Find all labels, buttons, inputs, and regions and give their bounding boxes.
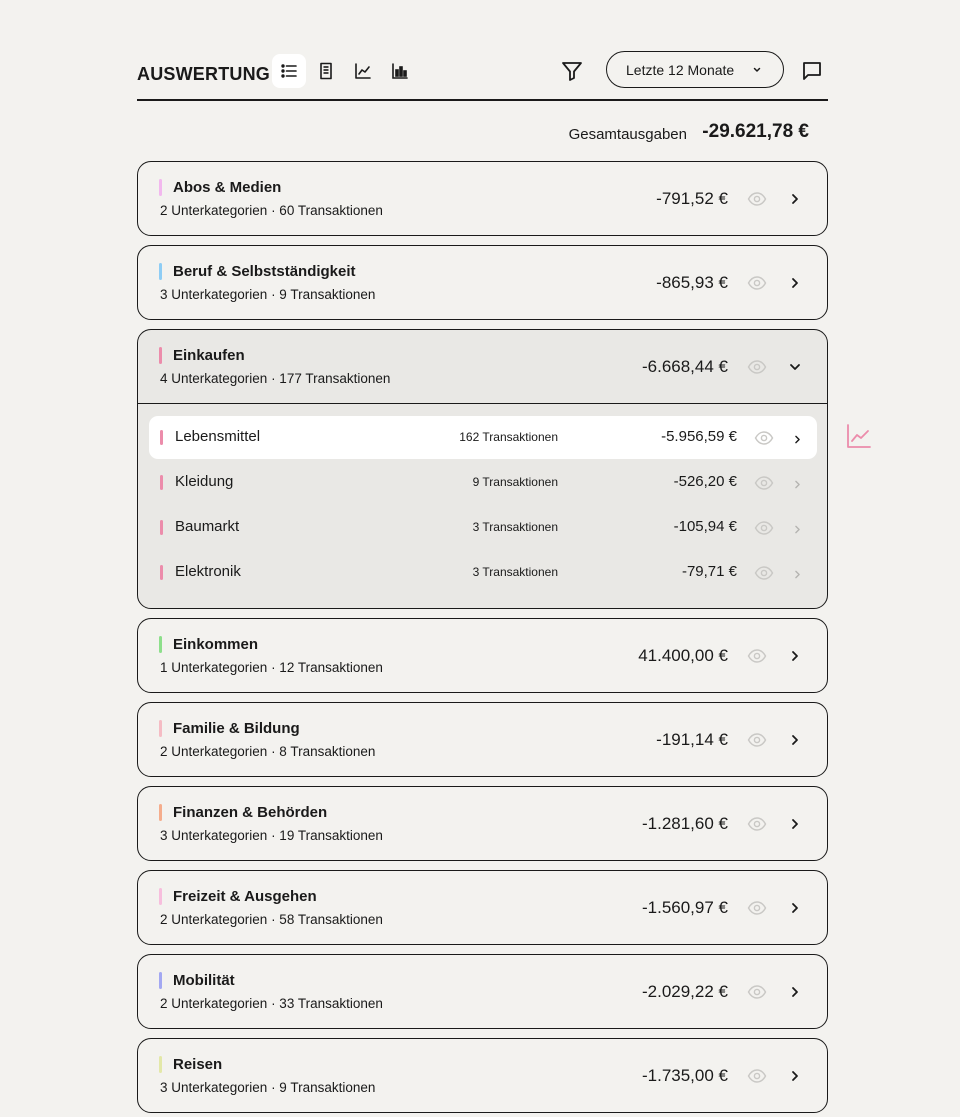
trend-chart-icon[interactable] [845,422,873,450]
document-view-button[interactable] [309,54,343,88]
category-card[interactable] [137,161,828,236]
total-expenses-label: Gesamtausgaben [568,126,687,143]
category-meta: 2 Unterkategorien · 58 Transaktionen [160,912,383,927]
total-expenses-value: -29.621,78 € [702,121,809,142]
category-amount: -191,14 € [656,730,728,749]
category-name: Einkommen [173,636,259,653]
period-select-value: Letzte 12 Monate [626,61,735,78]
category-name: Abos & Medien [173,179,282,196]
line-chart-icon [353,61,373,81]
subcategory-count: 3 Transaktionen [472,565,558,579]
category-card[interactable] [137,786,828,861]
page-title: AUSWERTUNG [137,64,270,84]
category-card[interactable] [137,702,828,777]
category-amount: -1.281,60 € [641,814,728,833]
chevron-right-icon[interactable] [788,733,802,747]
eye-icon[interactable] [747,647,767,665]
category-card[interactable] [137,245,828,320]
document-icon [316,61,336,81]
eye-icon[interactable] [747,899,767,917]
subcategory-row[interactable] [149,416,817,459]
category-meta: 2 Unterkategorien · 33 Transaktionen [160,996,383,1011]
header [137,50,828,101]
list-icon [279,61,299,81]
subcategory-color-bar [160,520,163,535]
subcategory-name: Kleidung [175,473,234,490]
comment-button[interactable] [797,56,827,86]
eye-icon[interactable] [747,190,767,208]
category-name: Mobilität [173,972,235,989]
subcategory-amount: -79,71 € [681,563,737,580]
subcategory-row[interactable] [149,506,817,549]
eye-icon[interactable] [747,358,767,376]
subcategory-name: Elektronik [175,563,241,580]
subcategory-color-bar [160,565,163,580]
category-color-bar [159,720,162,737]
category-meta: 4 Unterkategorien · 177 Transaktionen [160,371,391,386]
category-card-header[interactable] [138,330,827,404]
chevron-down-icon [751,64,763,76]
category-amount: -1.735,00 € [641,1066,728,1085]
comment-icon [800,59,824,83]
chevron-right-icon[interactable] [788,192,802,206]
category-meta: 3 Unterkategorien · 19 Transaktionen [160,828,383,843]
chevron-right-icon[interactable] [788,817,802,831]
subcategory-name: Lebensmittel [175,428,261,445]
eye-icon[interactable] [747,815,767,833]
category-meta: 2 Unterkategorien · 60 Transaktionen [160,203,383,218]
category-name: Einkaufen [173,347,245,364]
category-color-bar [159,347,162,364]
line-chart-view-button[interactable] [346,54,380,88]
subcategory-count: 9 Transaktionen [472,475,558,489]
subcategory-color-bar [160,475,163,490]
subcategory-row[interactable] [149,551,817,594]
category-card[interactable] [137,1038,828,1113]
eye-icon[interactable] [754,474,774,492]
chevron-right-icon[interactable] [792,522,803,533]
eye-icon[interactable] [754,429,774,447]
list-view-button[interactable] [272,54,306,88]
subcategory-color-bar [160,430,163,445]
category-color-bar [159,179,162,196]
eye-icon[interactable] [747,274,767,292]
chevron-right-icon[interactable] [792,432,803,443]
category-name: Freizeit & Ausgehen [173,888,317,905]
total-expenses [137,120,828,148]
eye-icon[interactable] [747,1067,767,1085]
chevron-right-icon[interactable] [788,276,802,290]
category-name: Reisen [173,1056,223,1073]
filter-icon [560,59,584,83]
subcategory-name: Baumarkt [175,518,240,535]
category-meta: 3 Unterkategorien · 9 Transaktionen [160,287,376,302]
category-color-bar [159,636,162,653]
category-amount: -1.560,97 € [641,898,728,917]
subcategory-row[interactable] [149,461,817,504]
category-color-bar [159,1056,162,1073]
category-color-bar [159,972,162,989]
category-color-bar [159,263,162,280]
subcategory-amount: -5.956,59 € [661,428,737,445]
eye-icon[interactable] [754,519,774,537]
category-color-bar [159,804,162,821]
period-select[interactable] [606,51,784,88]
category-meta: 3 Unterkategorien · 9 Transaktionen [160,1080,376,1095]
subcategory-count: 162 Transaktionen [459,430,558,444]
chevron-right-icon[interactable] [792,477,803,488]
category-amount: 41.400,00 € [638,646,728,665]
category-meta: 2 Unterkategorien · 8 Transaktionen [160,744,376,759]
chevron-right-icon[interactable] [788,649,802,663]
category-amount: -791,52 € [656,189,728,208]
category-amount: -6.668,44 € [641,357,728,376]
filter-button[interactable] [557,56,587,86]
bar-chart-icon [390,61,410,81]
chevron-right-icon[interactable] [788,901,802,915]
bar-chart-view-button[interactable] [383,54,417,88]
chevron-right-icon[interactable] [788,1069,802,1083]
category-card[interactable] [137,329,828,609]
eye-icon[interactable] [747,983,767,1001]
subcategory-amount: -105,94 € [673,518,737,535]
eye-icon[interactable] [747,731,767,749]
category-card[interactable] [137,618,828,693]
chevron-down-icon[interactable] [788,360,802,374]
category-card[interactable] [137,870,828,945]
category-card[interactable] [137,954,828,1029]
category-amount: -2.029,22 € [641,982,728,1001]
category-name: Finanzen & Behörden [173,804,328,821]
category-name: Familie & Bildung [173,720,300,737]
category-amount: -865,93 € [656,273,728,292]
subcategory-amount: -526,20 € [673,473,737,490]
category-meta: 1 Unterkategorien · 12 Transaktionen [160,660,383,675]
category-color-bar [159,888,162,905]
chevron-right-icon[interactable] [788,985,802,999]
category-name: Beruf & Selbstständigkeit [173,263,356,280]
chevron-right-icon[interactable] [792,567,803,578]
subcategory-count: 3 Transaktionen [472,520,558,534]
eye-icon[interactable] [754,564,774,582]
